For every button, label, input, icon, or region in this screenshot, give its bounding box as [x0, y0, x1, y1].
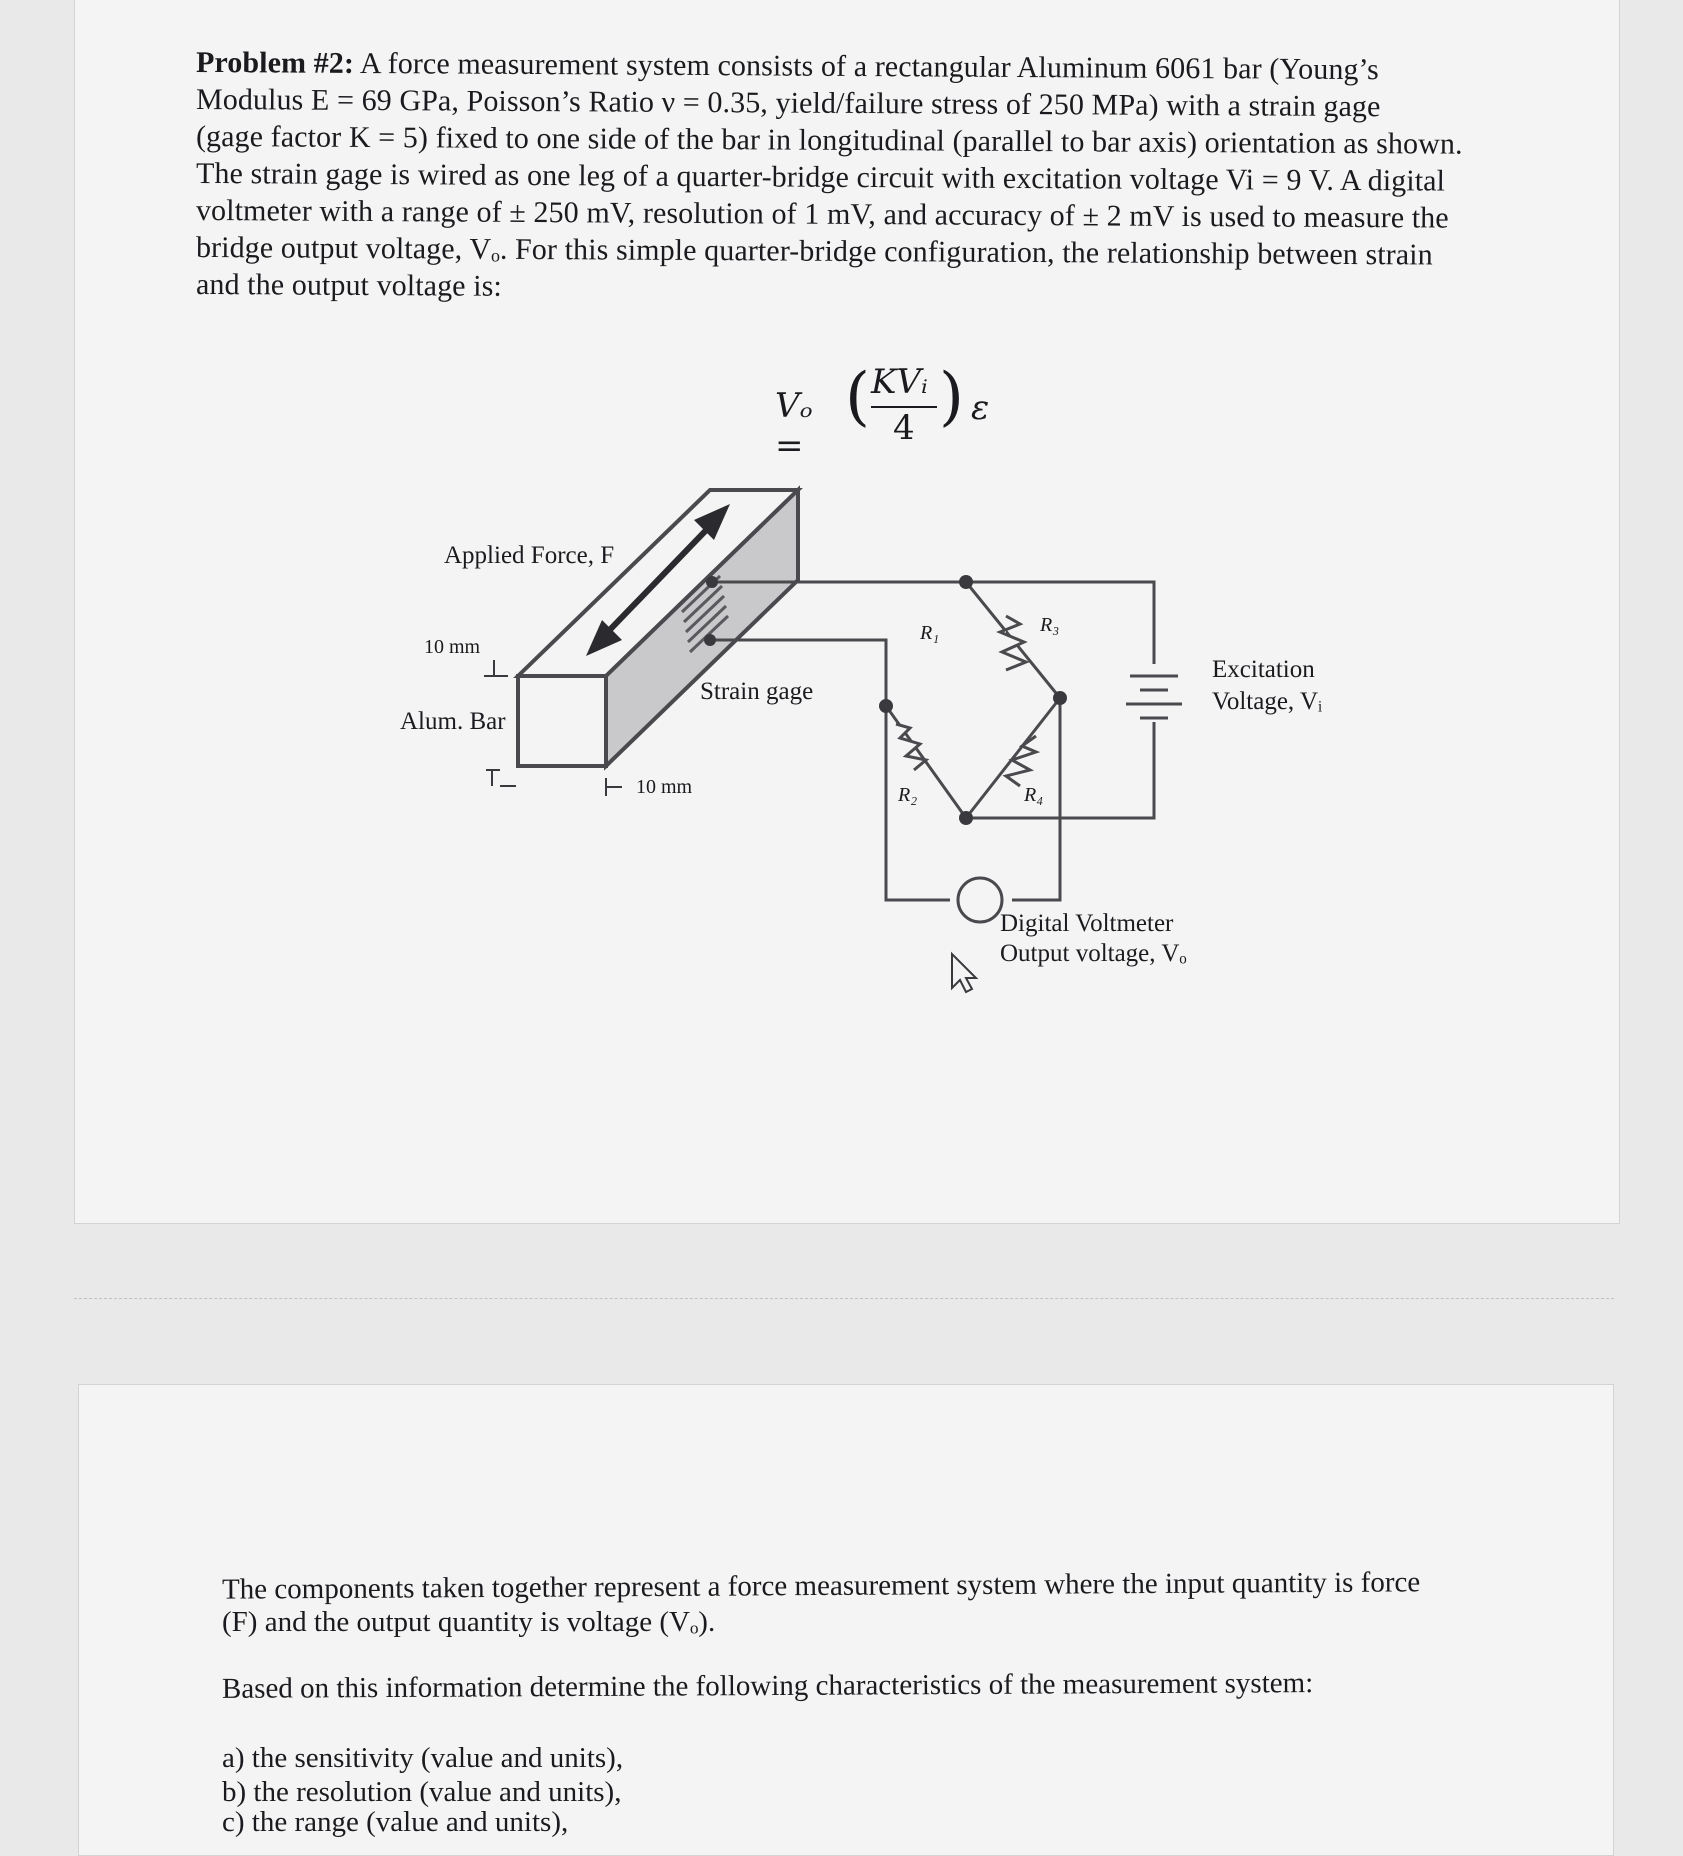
summary-line-1: The components taken together represent a force measurement system where the input quantity is force	[221, 1566, 1421, 1606]
item-b: b) the resolution (value and units),	[222, 1776, 622, 1808]
item-a: a) the sensitivity (value and units),	[222, 1742, 624, 1774]
problem-line-1: A force measurement system consists of a rectangular Aluminum 6061 bar (Young’s	[353, 46, 1379, 87]
bar-end-face	[518, 676, 606, 766]
strain-gage-label: Strain gage	[700, 678, 814, 705]
applied-force-label: Applied Force, F	[444, 542, 615, 569]
mouse-cursor-icon	[952, 954, 976, 992]
formula-close-paren: )	[939, 360, 964, 434]
problem-line-3: (gage factor K = 5) fixed to one side of the bar in longitudinal (parallel to bar axis) orientation as shown.	[195, 119, 1463, 161]
alum-bar-label: Alum. Bar	[400, 708, 506, 735]
resistor-r4-label: R₄	[1024, 784, 1044, 806]
dimension-top-label: 10 mm	[424, 636, 481, 658]
dimension-bottom-label: 10 mm	[636, 776, 693, 798]
voltmeter-icon	[958, 878, 1002, 922]
excitation-label-line1: Excitation	[1212, 656, 1315, 683]
problem-line-7: and the output voltage is:	[195, 267, 502, 303]
voltmeter-label-line1: Digital Voltmeter	[1000, 910, 1174, 937]
problem-line-5: voltmeter with a range of ± 250 mV, resolution of 1 mV, and accuracy of ± 2 mV is used to measure the	[195, 193, 1449, 235]
problem-line-2: Modulus E = 69 GPa, Poisson’s Ratio ν = 0.35, yield/failure stress of 250 MPa) with a strain gage	[195, 82, 1381, 124]
item-c: c) the range (value and units),	[222, 1806, 569, 1838]
resistor-r3-icon	[1000, 616, 1026, 670]
resistor-zigzags	[896, 616, 1036, 786]
resistor-r1-label: R₁	[920, 622, 940, 644]
formula-open-paren: (	[845, 360, 870, 434]
excitation-label-line2: Voltage, Vᵢ	[1212, 688, 1323, 715]
instructions-text: Based on this information determine the following characteristics of the measurement system:	[221, 1667, 1314, 1705]
voltmeter-label-line2: Output voltage, Vₒ	[1000, 940, 1187, 967]
summary-line-2: (F) and the output quantity is voltage (Vₒ).	[222, 1606, 716, 1638]
resistor-r2-icon	[896, 724, 926, 770]
formula-epsilon: ε	[971, 388, 990, 428]
problem-line-4: The strain gage is wired as one leg of a quarter-bridge circuit with excitation voltage Vi = 9 V. A digital	[195, 156, 1446, 198]
problem-number: Problem #2:	[195, 45, 355, 80]
resistor-r2-label: R₂	[898, 784, 918, 806]
problem-line-6: bridge output voltage, Vₒ. For this simple quarter-bridge configuration, the relationship between strain	[195, 230, 1433, 272]
formula-numerator: KVᵢ	[871, 362, 928, 402]
resistor-r3-label: R₃	[1040, 614, 1060, 636]
formula-denominator: 4	[893, 408, 915, 448]
formula-lhs: Vₒ =	[775, 386, 813, 466]
battery-icon	[1126, 676, 1182, 718]
aluminum-bar	[518, 490, 798, 766]
